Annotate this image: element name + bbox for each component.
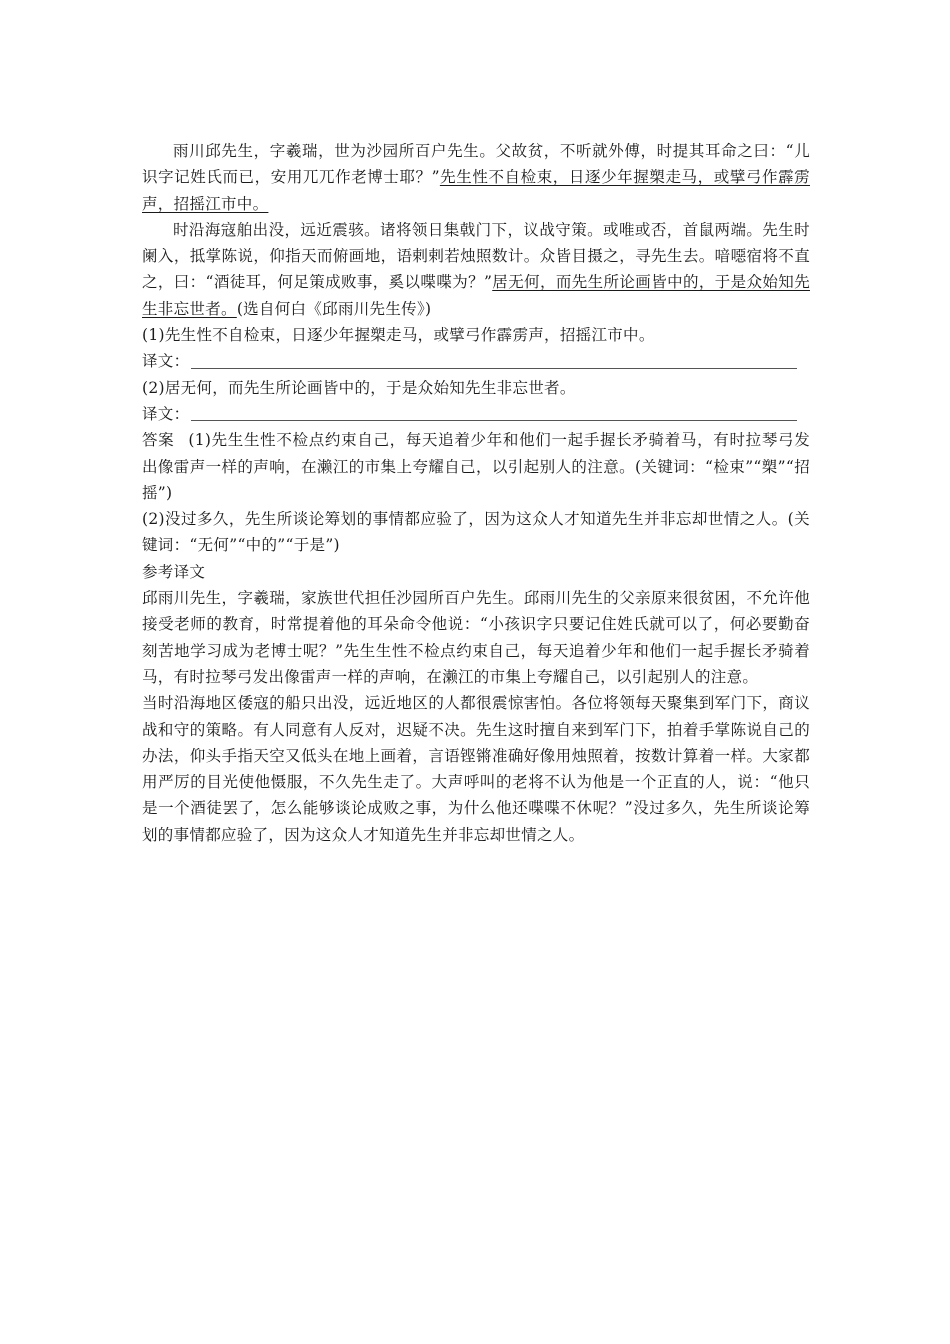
answer-text-1: (1)先生生性不检点约束自己，每天追着少年和他们一起手握长矛骑着马，有时拉琴弓发出像雷声一样的声响，在濑江的市集上夸耀自己，以引起别人的注意。(关键词：“检束”“槊”“招摇”) [142,431,810,502]
source-citation: (选自何白《邱雨川先生传》) [236,299,432,318]
question-1: (1)先生性不自检束，日逐少年握槊走马，或擘弓作霹雳声，招摇江市中。 [142,326,655,345]
answer-1 [142,427,810,506]
underlined-sentence-1: 先生性不自检束，日逐少年握槊走马，或擘弓作霹雳声，招摇江市中。 [142,168,810,213]
answer-blank-1[interactable] [191,351,797,369]
answer-2: (2)没过多久，先生所谈论筹划的事情都应验了，因为这众人才知道先生并非忘却世情之人。(关键词：“无何”“中的”“于是”) [142,510,810,555]
translation-label: 译文： [142,404,190,423]
translation-line-2 [142,401,810,427]
answer-blank-2[interactable] [191,403,797,421]
translation-label: 译文： [142,352,190,371]
passage-paragraph-1 [142,138,810,217]
reference-title: 参考译文 [142,562,206,581]
passage-text: 时沿海寇舶出没，远近震骇。诸将领日集戟门下，议战守策。或唯或否，首鼠两端。先生时阑入，抵掌陈说，仰指天而俯画地，语剌剌若烛照数计。众皆目摄之，寻先生去。喑噁宿将不直之，曰：“酒徒耳，何足策成败事，奚以喋喋为？” [142,220,810,292]
reference-paragraph-2: 当时沿海地区倭寇的船只出没，远近地区的人都很震惊害怕。各位将领每天聚集到军门下，商议战和守的策略。有人同意有人反对，迟疑不决。先生这时擅自来到军门下，拍着手掌陈说自己的办法，仰头手指天空又低头在地上画着，言语铿锵准确好像用烛照着，按数计算着一样。大家都用严厉的目光使他慑服，不久先生走了。大声呼叫的老将不认为他是一个正直的人，说：“他只是一个酒徒罢了，怎么能够谈论成败之事，为什么他还喋喋不休呢？”没过多久，先生所谈论筹划的事情都应验了，因为这众人才知道先生并非忘却世情之人。 [142,694,810,844]
document-page [142,138,810,848]
answer-label: 答案 [142,431,175,450]
passage-paragraph-2 [142,217,810,322]
passage-text: 雨川邱先生，字羲瑞，世为沙园所百户先生。父故贫，不听就外傅，时提其耳命之曰：“儿识字记姓氏而已，安用兀兀作老博士耶？” [142,142,810,187]
reference-paragraph-1: 邱雨川先生，字羲瑞，家族世代担任沙园所百户先生。邱雨川先生的父亲原来很贫困，不允许他接受老师的教育，时常提着他的耳朵命令他说：“小孩识字只要记住姓氏就可以了，何必要勤奋刻苦地学习成为老博士呢？”先生生性不检点约束自己，每天追着少年和他们一起手握长矛骑着马，有时拉琴弓发出像雷声一样的声响，在濑江的市集上夸耀自己，以引起别人的注意。 [142,589,810,686]
translation-line-1 [142,348,810,374]
underlined-sentence-2: 居无何，而先生所论画皆中的，于是众始知先生非忘世者。 [142,273,810,318]
question-2: (2)居无何，而先生所论画皆中的，于是众始知先生非忘世者。 [142,378,576,397]
